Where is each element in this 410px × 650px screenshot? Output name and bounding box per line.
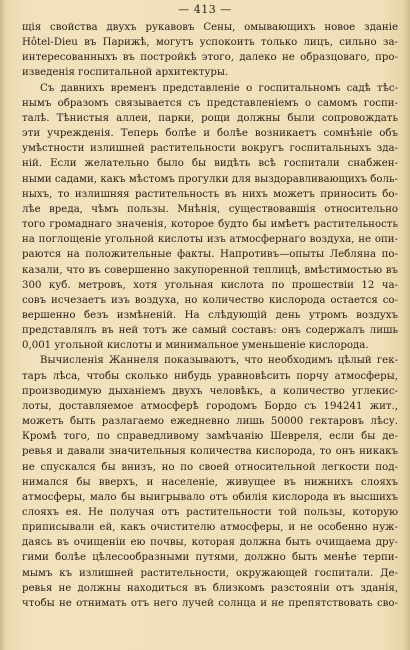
text-line: можетъ быть разлагаемо ежедневно лишь 50000 гектаровъ лѣсу. <box>22 416 398 428</box>
text-line: ній. Если желательно было бы видѣть всѣ госпитали снабжен- <box>22 158 398 170</box>
text-line: раются на положительные факты. Напротивъ—опыты Лебляна по- <box>22 249 398 261</box>
text-line: щія свойства двухъ рукавовъ Сены, омывающихъ новое зданіе <box>22 22 398 33</box>
text-line: изведенія госпитальной архитектуры. <box>22 67 229 79</box>
text-line: слояхъ ея. Не получая отъ растительности той пользы, которую <box>22 507 398 518</box>
text-line: ными садами, какъ мѣстомъ прогулки для выздоравливающихъ боль- <box>22 173 398 185</box>
text-line: интересованныхъ въ постройкѣ этого, далеко не образцоваго, про- <box>22 52 398 64</box>
text-line: гими болѣе цѣлесообразными путями, должно быть менѣе терпи- <box>22 552 398 564</box>
text-line: Вычисленія Жаннеля показываютъ, что необходимъ цѣлый гек- <box>40 355 398 367</box>
text-line: Hôtel-Dieu въ Парижѣ, могутъ успокоить только лицъ, сильно за- <box>22 37 398 49</box>
text-line: даясь въ очищеніи ею почвы, которая должна быть очищаема дру- <box>22 537 398 549</box>
text-line: представлялъ въ ней тотъ же самый составъ: онъ содержалъ лишь <box>22 325 398 337</box>
page-number: — 413 — <box>178 3 232 16</box>
text-line: ревья не должны находиться въ близкомъ разстояніи отъ зданія, <box>22 582 398 594</box>
text-line: того громаднаго значенія, которое будто бы имѣетъ растительность <box>22 219 398 231</box>
text-line: мымъ къ излишней растительности, окружающей госпитали. Де- <box>22 567 398 579</box>
text-line: талѣ. Тѣнистыя аллеи, парки, рощи должны были сопровождать <box>22 112 398 124</box>
paragraph <box>22 20 398 81</box>
text-line: нимался бы вверхъ, и населеніе, живущее въ нижнихъ слояхъ <box>22 476 398 488</box>
text-line: Съ давнихъ временъ представленіе о госпитальномъ садѣ тѣс- <box>40 82 398 94</box>
text-line: лѣе вреда, чѣмъ пользы. Мнѣнія, существовавшія относительно <box>22 203 398 215</box>
text-line: лоты, доставляемое атмосферѣ городомъ Бордо съ 194241 жит., <box>22 400 398 412</box>
text-line: казали, что въ совершенно закупоренной теплицѣ, вмѣстимостью въ <box>22 264 398 276</box>
text-line: умѣстности излишней растительности вокругъ госпитальныхъ зда- <box>22 143 398 155</box>
text-line: чтобы не отнимать отъ него лучей солнца и не препятствовать сво- <box>22 597 398 609</box>
text-line: таръ лѣса, чтобы сколько нибудь уравновѣсить порчу атмосферы, <box>22 370 398 382</box>
text-line: атмосферы, мало бы выигрывало отъ обилія кислорода въ высшихъ <box>22 491 398 503</box>
text-line: 300 куб. метровъ, хотя угольная кислота по прошествіи 12 ча- <box>22 279 398 291</box>
paragraph <box>22 81 398 354</box>
text-line: вершенно безъ измѣненій. На слѣдующій день утромъ воздухъ <box>22 309 398 321</box>
text-line: производимую дыханіемъ двухъ человѣкъ, а количество углекис- <box>22 385 398 397</box>
text-line: ревья и давали значительныя количества кислорода, то онъ никакъ <box>22 446 398 458</box>
text-line: совъ исчезаетъ изъ воздуха, но количество кислорода остается со- <box>22 294 398 306</box>
text-line: Кромѣ того, по справедливому замѣчанію Шевреля, если бы де- <box>22 431 398 443</box>
paragraph <box>22 353 398 611</box>
text-line: на поглощеніе угольной кислоты изъ атмосфернаго воздуха, не опи- <box>22 234 398 246</box>
text-line: приписывали ей, какъ очистителю атмосферы, и не особенно нуж- <box>22 522 398 534</box>
text-line: не спускался бы внизъ, но по своей относительной легкости под- <box>22 461 398 473</box>
text-line: ныхъ, то излишняя растительность въ нихъ можетъ приносить бо- <box>22 188 398 200</box>
text-line: нымъ образомъ связывается съ представленіемъ о самомъ госпи- <box>22 97 398 109</box>
text-line: эти учрежденія. Теперь болѣе и болѣе возникаетъ сомнѣніе объ <box>22 128 398 140</box>
text-line: 0,001 угольной кислоты и минимальное уменьшеніе кислорода. <box>22 340 369 352</box>
page-text <box>22 20 398 611</box>
